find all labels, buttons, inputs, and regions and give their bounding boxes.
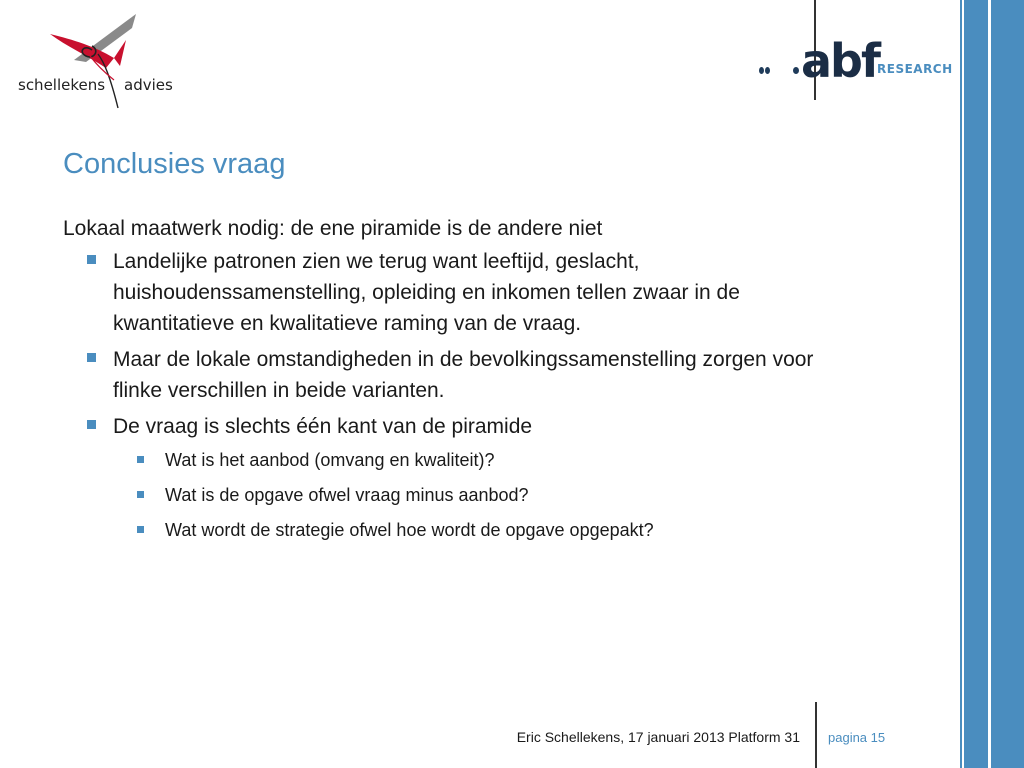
footer-author: Eric Schellekens, 17 januari 2013 Platform 31 [516, 729, 800, 745]
sub-bullet-item [63, 517, 863, 543]
bullet-text: Maar de lokale omstandigheden in de bevolkingssamenstelling zorgen voor flinke verschillen in beide varianten. [113, 348, 814, 402]
page-number: pagina 15 [828, 730, 886, 745]
square-bullet-icon [87, 420, 96, 429]
sub-bullet-item [63, 447, 863, 473]
square-bullet-icon [137, 491, 144, 498]
square-bullet-icon [87, 255, 96, 264]
abf-logo-text: abf [801, 34, 879, 88]
right-border-end [991, 0, 1024, 768]
abf-research-logo [750, 0, 955, 100]
abf-dot-2 [765, 67, 770, 74]
square-bullet-icon [87, 353, 96, 362]
bullet-item [63, 246, 863, 339]
bullet-text: De vraag is slechts één kant van de piramide [113, 415, 533, 438]
page-title: Conclusies vraag [63, 148, 286, 180]
square-bullet-icon [137, 456, 144, 463]
bullet-item [63, 344, 863, 406]
sub-bullet-text: Wat wordt de strategie ofwel hoe wordt de opgave opgepakt? [165, 520, 654, 540]
schellekens-logo-mark-icon [14, 10, 174, 115]
abf-dot-1 [759, 67, 764, 74]
intro-text: Lokaal maatwerk nodig: de ene piramide is de andere niet [63, 217, 603, 240]
abf-dot-3 [793, 67, 799, 74]
advies-logo-text: advies [124, 76, 173, 94]
sub-bullet-text: Wat is de opgave ofwel vraag minus aanbod? [165, 485, 529, 505]
bullet-text: Landelijke patronen zien we terug want leeftijd, geslacht, huishoudenssamenstelling, opleiding en inkomen tellen zwaar in de kwantitatieve en kwalitatieve raming van de vraag. [113, 250, 740, 335]
right-border-thin [960, 0, 962, 768]
schellekens-logo-text: schellekens [18, 76, 106, 94]
right-border-thick [964, 0, 988, 768]
sub-bullet-item [63, 482, 863, 508]
footer-divider [815, 702, 817, 768]
bullet-item [63, 411, 863, 442]
slide-content [63, 212, 863, 552]
sub-bullet-text: Wat is het aanbod (omvang en kwaliteit)? [165, 450, 495, 470]
research-logo-text: RESEARCH [877, 62, 953, 76]
square-bullet-icon [137, 526, 144, 533]
schellekens-logo [14, 10, 174, 115]
